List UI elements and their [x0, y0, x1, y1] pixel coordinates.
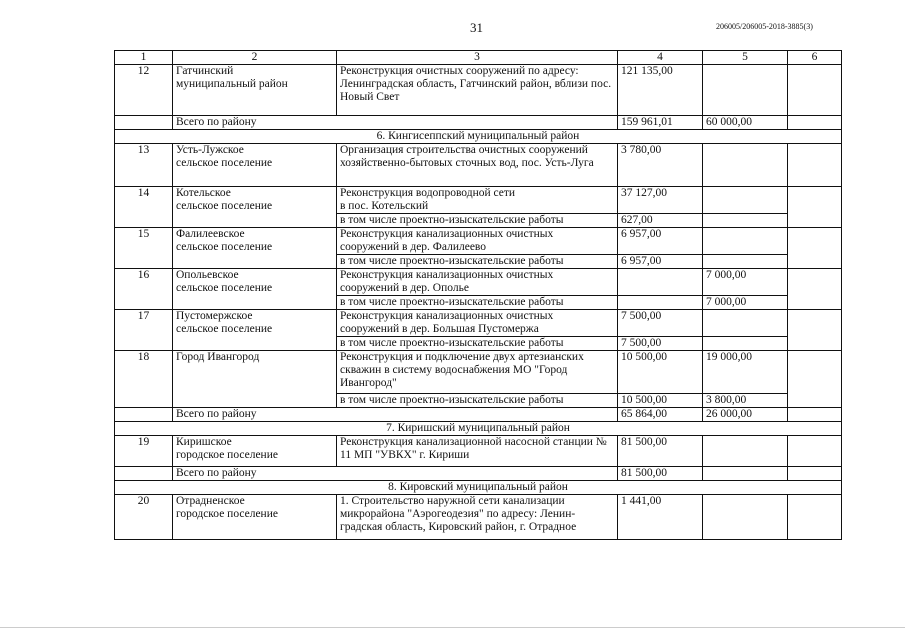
page-number: 31: [470, 20, 483, 35]
total-col6: [788, 467, 842, 481]
project-row: [115, 436, 842, 467]
column-header: 5: [703, 51, 788, 65]
project-row: [115, 65, 842, 116]
amount-col5: [703, 310, 788, 337]
amount-col4: 37 127,00: [618, 187, 703, 214]
design-work-col4: 10 500,00: [618, 394, 703, 408]
amount-col4: 121 135,00: [618, 65, 703, 116]
column-header: 1: [115, 51, 173, 65]
project-description: Реконструкция канализационных очистных сооружений в дер. Большая Пустомержа: [337, 310, 618, 337]
column-header: 3: [337, 51, 618, 65]
amount-col5: [703, 144, 788, 187]
design-work-col4: 6 957,00: [618, 255, 703, 269]
amount-col4: 1 441,00: [618, 495, 703, 540]
design-work-col4: [618, 296, 703, 310]
project-description: Реконструкция канализационных очистных сооружений в дер. Ополье: [337, 269, 618, 296]
section-header-row: [115, 422, 842, 436]
design-work-col4: 627,00: [618, 214, 703, 228]
amount-col6: [788, 351, 842, 408]
project-description: Реконструкция канализационных очистных сооружений в дер. Фалилеево: [337, 228, 618, 255]
design-work-col5: 3 800,00: [703, 394, 788, 408]
project-row: [115, 187, 842, 214]
design-work-col5: [703, 255, 788, 269]
amount-col5: 19 000,00: [703, 351, 788, 394]
municipality-name: Опольевское сельское поселение: [173, 269, 337, 310]
amount-col5: [703, 228, 788, 255]
municipality-name: Киришское городское поселение: [173, 436, 337, 467]
page-edge: [0, 627, 905, 628]
design-work-col5: [703, 337, 788, 351]
municipality-name: Город Ивангород: [173, 351, 337, 408]
project-row: [115, 228, 842, 255]
document-code: 206005/206005-2018-3885(3): [716, 22, 813, 31]
project-description: Организация строительства очистных сооружений хозяйственно-бытовых сточных вод, пос. Усть-Луга: [337, 144, 618, 187]
total-col4: 81 500,00: [618, 467, 703, 481]
row-number: 20: [115, 495, 173, 540]
project-row: [115, 310, 842, 337]
total-blank: [115, 408, 173, 422]
amount-col6: [788, 310, 842, 351]
project-description: Реконструкция очистных сооружений по адресу: Ленинградская область, Гатчинский район, вблизи пос. Новый Свет: [337, 65, 618, 116]
amount-col4: 3 780,00: [618, 144, 703, 187]
amount-col4: 81 500,00: [618, 436, 703, 467]
amount-col5: [703, 495, 788, 540]
column-header: 4: [618, 51, 703, 65]
row-number: 12: [115, 65, 173, 116]
project-description: 1. Строительство наружной сети канализации микрорайона "Аэрогеодезия" по адресу: Ленин-градская область, Кировский район, г. Отрадное: [337, 495, 618, 540]
total-col4: 159 961,01: [618, 116, 703, 130]
design-work-col5: [703, 214, 788, 228]
total-col5: 60 000,00: [703, 116, 788, 130]
municipality-name: Усть-Лужское сельское поселение: [173, 144, 337, 187]
row-number: 15: [115, 228, 173, 269]
design-work-label: в том числе проектно-изыскательские работы: [337, 296, 618, 310]
amount-col6: [788, 144, 842, 187]
project-row: [115, 269, 842, 296]
total-blank: [115, 467, 173, 481]
district-total-row: [115, 116, 842, 130]
amount-col4: 6 957,00: [618, 228, 703, 255]
total-col6: [788, 116, 842, 130]
row-number: 17: [115, 310, 173, 351]
amount-col4: 10 500,00: [618, 351, 703, 394]
project-description: Реконструкция и подключение двух артезианских скважин в систему водоснабжения МО "Город Ивангород": [337, 351, 618, 394]
row-number: 18: [115, 351, 173, 408]
project-description: Реконструкция водопроводной сети в пос. Котельский: [337, 187, 618, 214]
total-label: Всего по району: [173, 467, 618, 481]
amount-col5: [703, 436, 788, 467]
total-col5: 26 000,00: [703, 408, 788, 422]
municipality-name: Котельское сельское поселение: [173, 187, 337, 228]
column-header: 6: [788, 51, 842, 65]
design-work-col4: 7 500,00: [618, 337, 703, 351]
district-total-row: [115, 408, 842, 422]
amount-col6: [788, 269, 842, 310]
municipality-name: Гатчинский муниципальный район: [173, 65, 337, 116]
column-header: 2: [173, 51, 337, 65]
section-header-row: [115, 130, 842, 144]
amount-col6: [788, 187, 842, 228]
row-number: 16: [115, 269, 173, 310]
section-title: 7. Киришский муниципальный район: [115, 422, 842, 436]
design-work-label: в том числе проектно-изыскательские работы: [337, 394, 618, 408]
row-number: 14: [115, 187, 173, 228]
amount-col4: 7 500,00: [618, 310, 703, 337]
section-title: 8. Кировский муниципальный район: [115, 481, 842, 495]
project-row: [115, 144, 842, 187]
design-work-label: в том числе проектно-изыскательские работы: [337, 337, 618, 351]
project-row: [115, 495, 842, 540]
section-header-row: [115, 481, 842, 495]
section-title: 6. Кингисеппский муниципальный район: [115, 130, 842, 144]
amount-col5: 7 000,00: [703, 269, 788, 296]
total-col4: 65 864,00: [618, 408, 703, 422]
total-col6: [788, 408, 842, 422]
amount-col5: [703, 65, 788, 116]
amount-col6: [788, 436, 842, 467]
budget-table: [114, 50, 842, 540]
amount-col6: [788, 228, 842, 269]
amount-col6: [788, 65, 842, 116]
design-work-label: в том числе проектно-изыскательские работы: [337, 214, 618, 228]
row-number: 19: [115, 436, 173, 467]
project-row: [115, 351, 842, 394]
project-description: Реконструкция канализационной насосной станции № 11 МП "УВКХ" г. Кириши: [337, 436, 618, 467]
total-col5: [703, 467, 788, 481]
row-number: 13: [115, 144, 173, 187]
municipality-name: Отрадненское городское поселение: [173, 495, 337, 540]
design-work-col5: 7 000,00: [703, 296, 788, 310]
design-work-label: в том числе проектно-изыскательские работы: [337, 255, 618, 269]
amount-col6: [788, 495, 842, 540]
amount-col4: [618, 269, 703, 296]
district-total-row: [115, 467, 842, 481]
municipality-name: Пустомержское сельское поселение: [173, 310, 337, 351]
amount-col5: [703, 187, 788, 214]
total-blank: [115, 116, 173, 130]
column-header-row: [115, 51, 842, 65]
total-label: Всего по району: [173, 408, 618, 422]
municipality-name: Фалилеевское сельское поселение: [173, 228, 337, 269]
total-label: Всего по району: [173, 116, 618, 130]
